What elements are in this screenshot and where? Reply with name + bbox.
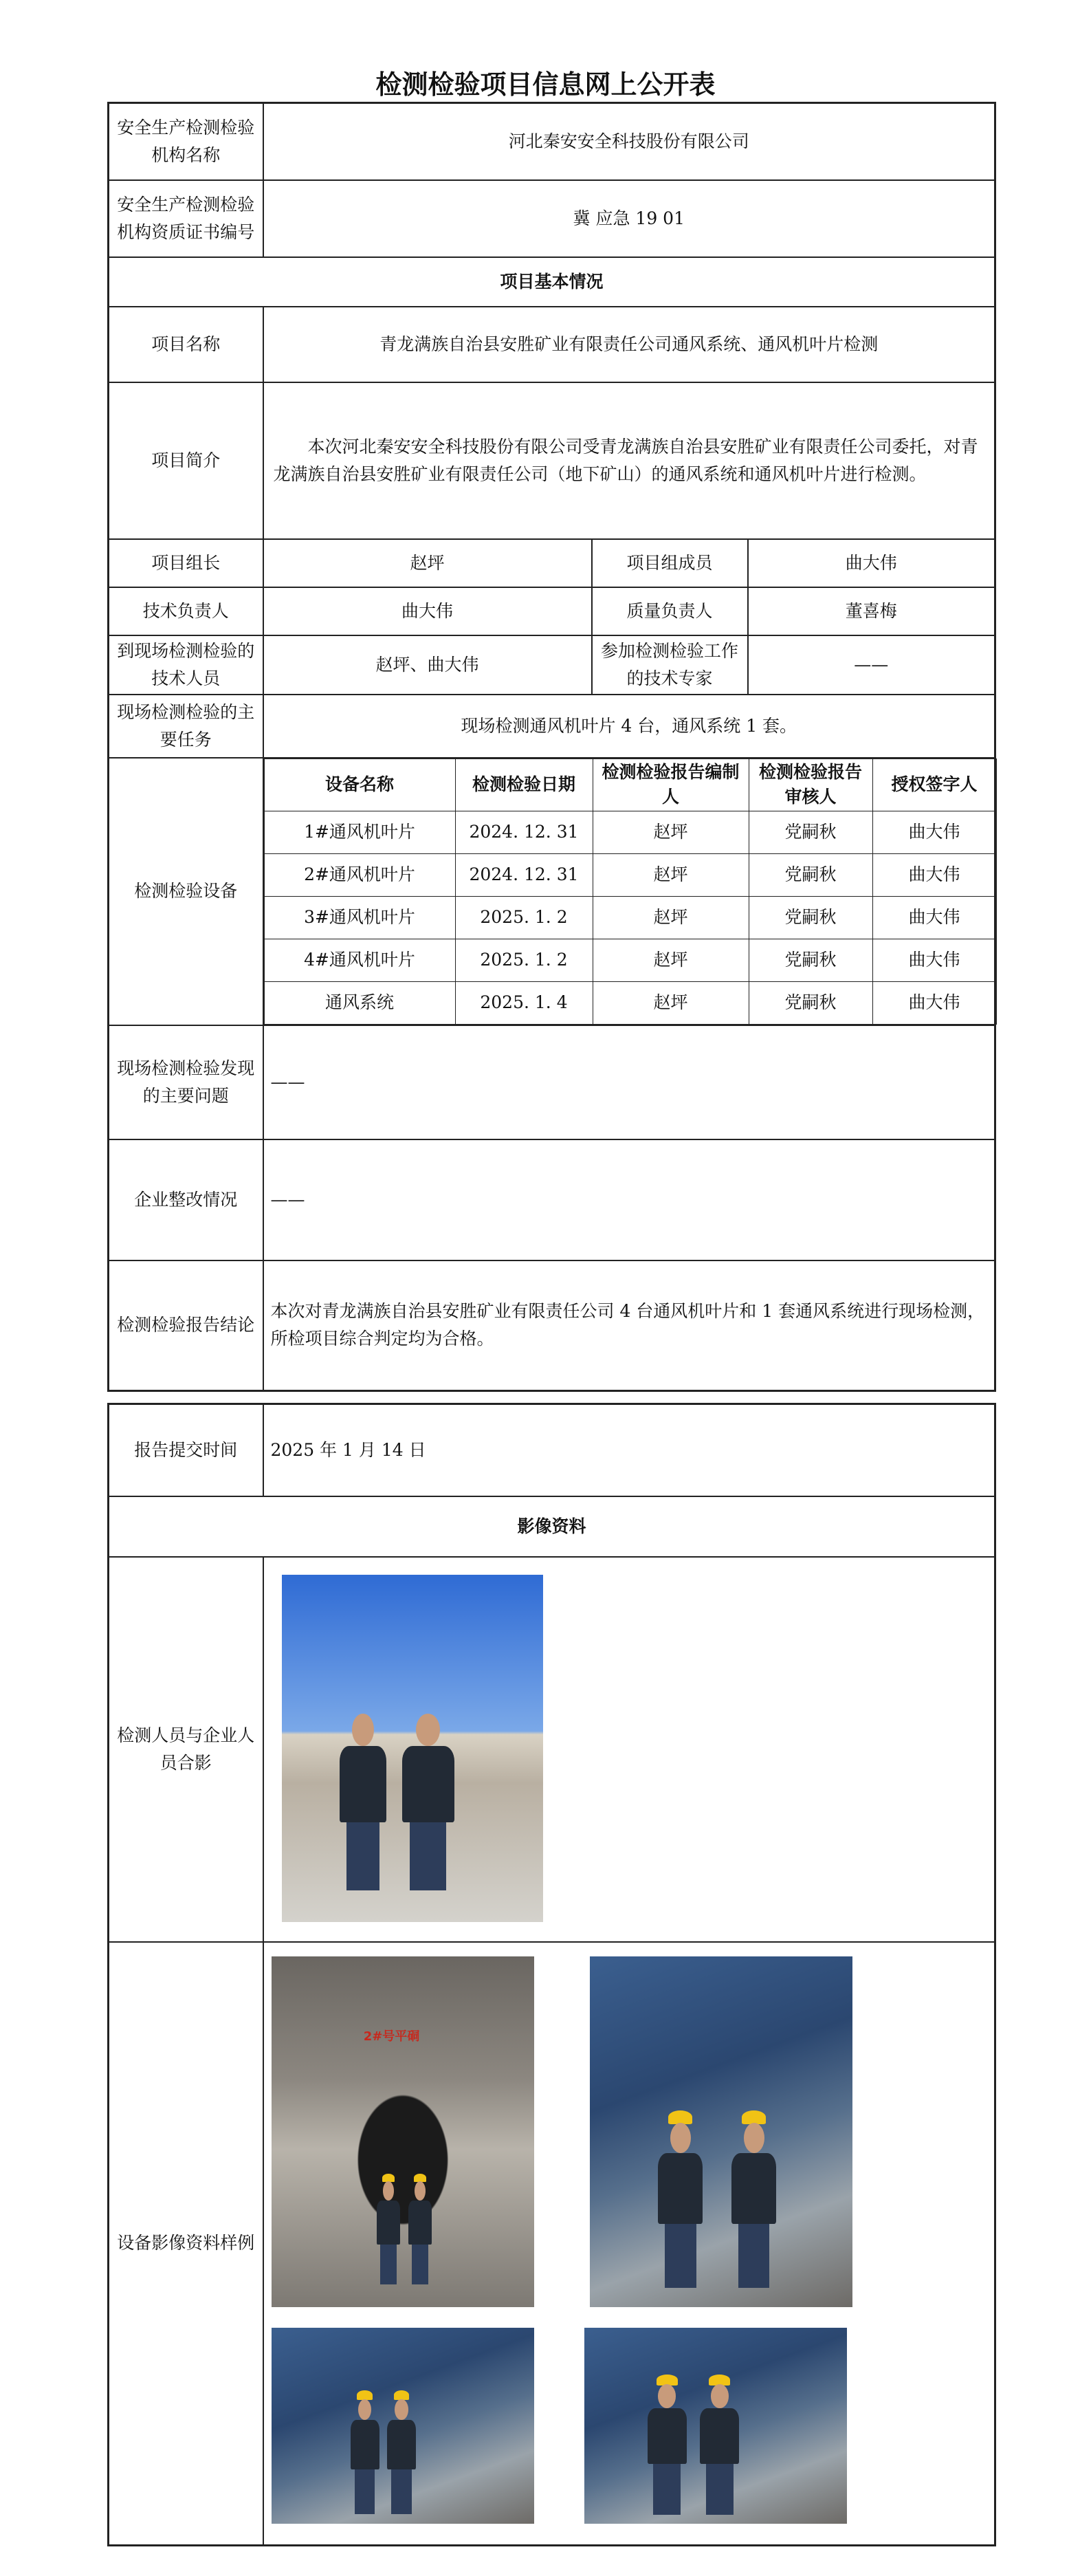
leader-label: 项目组长 <box>109 539 263 587</box>
cell: 3#通风机叶片 <box>264 896 455 939</box>
table-row <box>264 939 996 981</box>
members-label: 项目组成员 <box>592 539 748 587</box>
cell: 2025. 1. 2 <box>455 896 593 939</box>
equipment-cell <box>263 758 995 1025</box>
quality-lead-value: 董喜梅 <box>748 587 995 635</box>
org-name-value: 河北秦安安全科技股份有限公司 <box>263 103 995 180</box>
cell: 赵坪 <box>593 896 749 939</box>
fan-photo-2 <box>272 2328 534 2524</box>
cell: 4#通风机叶片 <box>264 939 455 981</box>
fan-photo-1 <box>590 1956 852 2307</box>
cell: 赵坪 <box>593 939 749 981</box>
rectify-value: —— <box>263 1139 995 1260</box>
tunnel-entrance-photo <box>272 1956 534 2307</box>
project-name-value: 青龙满族自治县安胜矿业有限责任公司通风系统、通风机叶片检测 <box>263 307 995 382</box>
cell: 党嗣秋 <box>749 981 872 1024</box>
cell: 1#通风机叶片 <box>264 811 455 853</box>
equipment-header-row <box>264 758 996 811</box>
cell: 2#通风机叶片 <box>264 853 455 896</box>
fan-photo-3 <box>584 2328 847 2524</box>
page-title: 检测检验项目信息网上公开表 <box>375 69 716 100</box>
cell: 曲大伟 <box>872 811 996 853</box>
onsite-staff-value: 赵坪、曲大伟 <box>263 635 592 695</box>
cell: 党嗣秋 <box>749 939 872 981</box>
cell: 曲大伟 <box>872 896 996 939</box>
section-images-heading: 影像资料 <box>109 1496 995 1557</box>
col-header: 设备名称 <box>264 758 455 811</box>
quality-lead-label: 质量负责人 <box>592 587 748 635</box>
members-value: 曲大伟 <box>748 539 995 587</box>
table-row <box>264 896 996 939</box>
cell: 2024. 12. 31 <box>455 853 593 896</box>
leader-value: 赵坪 <box>263 539 592 587</box>
cell: 2025. 1. 4 <box>455 981 593 1024</box>
table-row <box>264 853 996 896</box>
project-name-label: 项目名称 <box>109 307 263 382</box>
main-task-label: 现场检测检验的主要任务 <box>109 695 263 758</box>
col-header: 检测检验日期 <box>455 758 593 811</box>
report-table <box>107 1403 996 2546</box>
conclusion-value: 本次对青龙满族自治县安胜矿业有限责任公司 4 台通风机叶片和 1 套通风系统进行现场检测，所检项目综合判定均为合格。 <box>263 1260 995 1391</box>
experts-label: 参加检测检验工作的技术专家 <box>592 635 748 695</box>
issues-value: —— <box>263 1025 995 1139</box>
project-intro-label: 项目简介 <box>109 382 263 539</box>
col-header: 检测检验报告审核人 <box>749 758 872 811</box>
equipment-label: 检测检验设备 <box>109 758 263 1025</box>
cell: 赵坪 <box>593 811 749 853</box>
cell: 曲大伟 <box>872 981 996 1024</box>
experts-value: —— <box>748 635 995 695</box>
cell: 党嗣秋 <box>749 811 872 853</box>
section-basic-heading: 项目基本情况 <box>109 257 995 307</box>
col-header: 检测检验报告编制人 <box>593 758 749 811</box>
info-table <box>107 102 996 1392</box>
cell: 党嗣秋 <box>749 896 872 939</box>
conclusion-label: 检测检验报告结论 <box>109 1260 263 1391</box>
tunnel-sign: 2#号平硐 <box>363 2029 420 2044</box>
rectify-label: 企业整改情况 <box>109 1139 263 1260</box>
cell: 2024. 12. 31 <box>455 811 593 853</box>
cell: 曲大伟 <box>872 853 996 896</box>
main-task-value: 现场检测通风机叶片 4 台，通风系统 1 套。 <box>263 695 995 758</box>
tech-lead-label: 技术负责人 <box>109 587 263 635</box>
submit-time-label: 报告提交时间 <box>109 1404 263 1496</box>
cell: 党嗣秋 <box>749 853 872 896</box>
cell: 赵坪 <box>593 853 749 896</box>
cert-label: 安全生产检测检验机构资质证书编号 <box>109 180 263 257</box>
tech-lead-value: 曲大伟 <box>263 587 592 635</box>
equipment-photo-label: 设备影像资料样例 <box>109 1942 263 2546</box>
table-row <box>264 811 996 853</box>
equipment-table <box>264 758 997 1025</box>
group-photo-label: 检测人员与企业人员合影 <box>109 1557 263 1942</box>
group-photo <box>282 1575 543 1922</box>
cell: 赵坪 <box>593 981 749 1024</box>
project-intro-value: 本次河北秦安安全科技股份有限公司受青龙满族自治县安胜矿业有限责任公司委托，对青龙满族自治县安胜矿业有限责任公司（地下矿山）的通风系统和通风机叶片进行检测。 <box>263 382 995 539</box>
org-name-label: 安全生产检测检验机构名称 <box>109 103 263 180</box>
table-row <box>264 981 996 1024</box>
onsite-staff-label: 到现场检测检验的技术人员 <box>109 635 263 695</box>
cell: 曲大伟 <box>872 939 996 981</box>
col-header: 授权签字人 <box>872 758 996 811</box>
submit-time-value: 2025 年 1 月 14 日 <box>263 1404 995 1496</box>
cert-value: 冀 应急 19 01 <box>263 180 995 257</box>
cell: 2025. 1. 2 <box>455 939 593 981</box>
issues-label: 现场检测检验发现的主要问题 <box>109 1025 263 1139</box>
cell: 通风系统 <box>264 981 455 1024</box>
